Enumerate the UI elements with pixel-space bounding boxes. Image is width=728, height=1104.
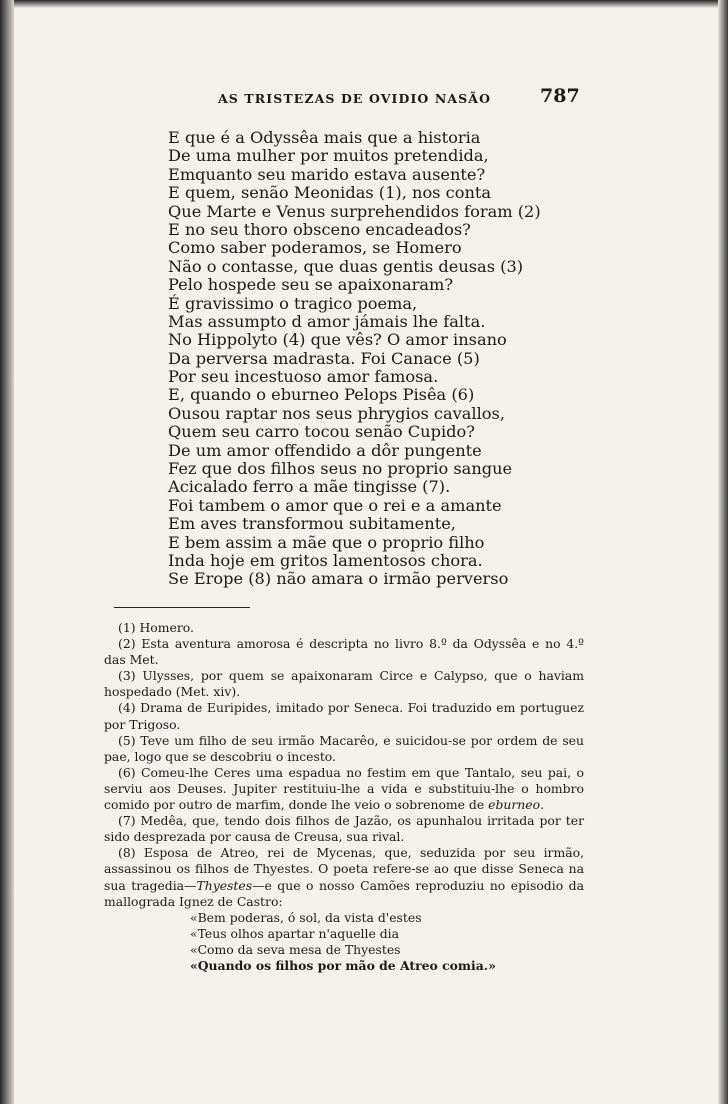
- running-title: AS TRISTEZAS DE OVIDIO NASÃO: [218, 91, 492, 106]
- quote-line: «Bem poderas, ó sol, da vista d'estes: [190, 909, 422, 925]
- verse-line: E quem, senão Meonidas (1), nos conta: [168, 183, 492, 203]
- footnote-text: —e que o nosso Camões reproduziu no episodio da mallograda Ignez de Castro:: [104, 877, 584, 909]
- footnote-7: (7) Medêa, que, tendo dois filhos de Jazão, os apunhalou irritada por ter sido desprezada por causa de Creusa, sua rival.: [104, 813, 584, 845]
- verse-line: Inda hoje em gritos lamentosos chora.: [168, 550, 483, 570]
- verse-line: É gravissimo o tragico poema,: [168, 293, 418, 313]
- footnote-emphasis: eburneo: [488, 797, 541, 813]
- footnotes: [104, 620, 584, 974]
- verse-line: Da perversa madrasta. Foi Canace (5): [168, 348, 480, 368]
- verse-line: Ousou raptar nos seus phrygios cavallos,: [168, 403, 505, 423]
- footnote-2: (2) Esta aventura amorosa é descripta no livro 8.º da Odyssêa e no 4.º das Met.: [104, 636, 584, 668]
- verse-line: Acicalado ferro a mãe tingisse (7).: [168, 477, 451, 497]
- verse-line: E bem assim a mãe que o proprio filho: [168, 532, 485, 552]
- page-number: 787: [540, 85, 580, 107]
- verse-block: [168, 129, 588, 589]
- verse-line: Em aves transformou subitamente,: [168, 514, 456, 534]
- page-edge-shadow: [718, 0, 728, 1104]
- quote-line: «Como da seva mesa de Thyestes: [190, 941, 401, 957]
- page-edge-shadow: [0, 0, 728, 8]
- page-edge-shadow: [0, 0, 14, 1104]
- verse-line: Fez que dos filhos seus no proprio sangue: [168, 459, 513, 479]
- footnote-divider: [114, 607, 250, 608]
- verse-line: De uma mulher por muitos pretendida,: [168, 146, 489, 166]
- verse-line: E, quando o eburneo Pelops Pisêa (6): [168, 385, 475, 405]
- footnote-8: [104, 845, 584, 909]
- verse-line: Quem seu carro tocou senão Cupido?: [168, 422, 475, 442]
- footnote-1: (1) Homero.: [118, 620, 194, 635]
- footnote-6: [104, 765, 584, 813]
- quoted-verse: [104, 910, 584, 974]
- verse-line: Emquanto seu marido estava ausente?: [168, 164, 486, 184]
- verse-line: Não o contasse, que duas gentis deusas (3): [168, 256, 524, 276]
- footnote-emphasis: Thyestes: [196, 877, 253, 893]
- verse-line: De um amor offendido a dôr pungente: [168, 440, 482, 460]
- footnote-4: (4) Drama de Euripides, imitado por Seneca. Foi traduzido em portuguez por Trigoso.: [104, 700, 584, 732]
- verse-line: Como saber poderamos, se Homero: [168, 238, 462, 258]
- verse-line: Mas assumpto d amor jámais lhe falta.: [168, 311, 486, 331]
- verse-line: Por seu incestuoso amor famosa.: [168, 367, 439, 387]
- verse-line: Que Marte e Venus surprehendidos foram (2): [168, 201, 541, 221]
- footnote-text: (8) Esposa de Atreo, rei de Mycenas, que, seduzida por seu irmão, assassinou os filhos de Thyestes. O poeta refere-se ao que disse Seneca na sua tragedia—: [104, 845, 584, 893]
- verse-line: Foi tambem o amor que o rei e a amante: [168, 495, 502, 515]
- footnote-text: (6) Comeu-lhe Ceres uma espadua no festim em que Tantalo, seu pai, o serviu aos Deuses. Jupiter restituiu-lhe a vida e substituiu-lhe o hombro comido por outro de marfim, donde lhe veio o sobrenome de: [104, 764, 584, 813]
- footnote-text: .: [540, 797, 545, 813]
- verse-line: E que é a Odyssêa mais que a historia: [168, 128, 481, 147]
- verse-line: Se Erope (8) não amara o irmão perverso: [168, 569, 509, 589]
- verse-line: E no seu thoro obsceno encadeados?: [168, 219, 471, 239]
- footnote-5: (5) Teve um filho de seu irmão Macarêo, e suicidou-se por ordem de seu pae, logo que se descobriu o incesto.: [104, 732, 584, 764]
- page-header: [0, 84, 728, 110]
- footnote-3: (3) Ulysses, por quem se apaixonaram Circe e Calypso, que o haviam hospedado (Met. xiv).: [104, 668, 584, 700]
- verse-line: Pelo hospede seu se apaixonaram?: [168, 275, 454, 295]
- quote-line: «Teus olhos apartar n'aquelle dia: [190, 925, 400, 941]
- quote-line: «Quando os filhos por mão de Atreo comia.»: [190, 957, 496, 973]
- verse-line: No Hippolyto (4) que vês? O amor insano: [168, 330, 507, 350]
